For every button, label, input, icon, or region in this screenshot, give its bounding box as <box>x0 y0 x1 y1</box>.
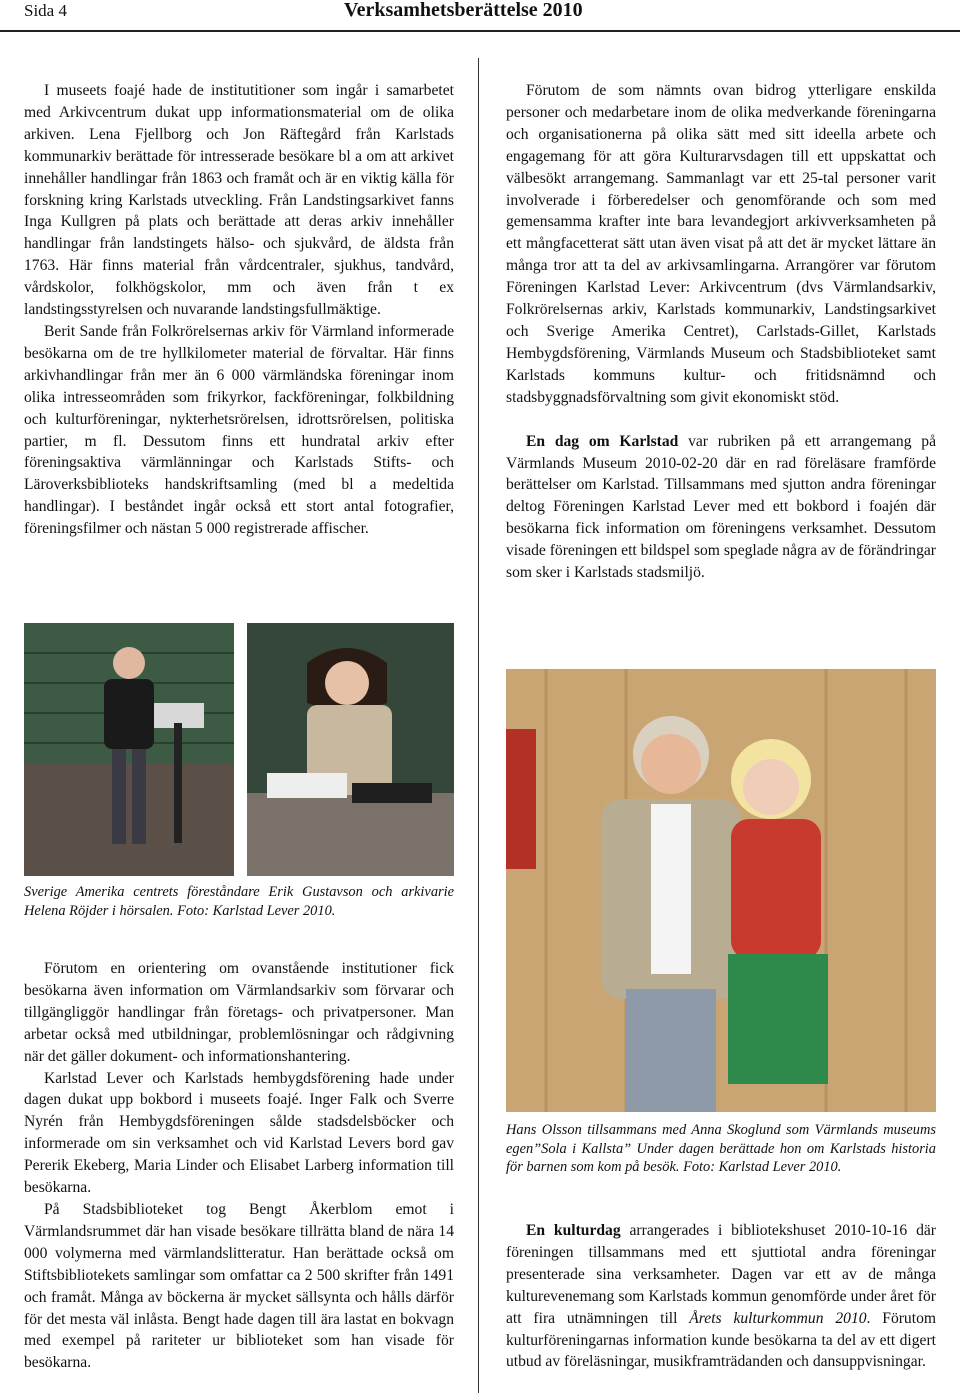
left-top-text <box>24 80 454 540</box>
en-dag-text: var rubriken på ett arrangemang på Värmlands Museum 2010-02-20 där en rad föreläsare framförde berättelser om Karlstad. Tillsammans med sjutton andra föreningar deltog Föreningen Karlstad Lever med ett bokbord i foajén där besökarna fick information om föreningens verksamhet. Dessutom visade föreningen ett bildspel som speglade några av de förändringar som sker i Karlstads stadsmiljö. <box>506 432 936 582</box>
paragraph-varmlandsarkiv: Förutom en orientering om ovanstående institutioner fick besökarna även information om Värmlandsarkiv som förvarar och tillgängliggör handlingar från företags- och privatpersoner. Man arbetar också med utbildningar, problemlösningar och rådgivning när det gäller dokument- och informationshantering. <box>24 960 454 1065</box>
photo-helena-rojder <box>247 623 454 876</box>
lead-en-kulturdag: En kulturdag <box>526 1222 621 1239</box>
paragraph-en-kulturdag <box>506 1220 936 1373</box>
page-number: Sida 4 <box>24 1 67 20</box>
paragraph-museum-foyer: I museets foajé hade de institutitioner som ingår i samarbetet med Arkivcentrum dukat upp informationsmaterial om de olika arkiven. Lena Fjellborg och Jon Räftegård från Karlstads kommunarkiv berättade för intresserade besökare bl a om att arkivet innehåller handlingar från 1863 och framåt och är en viktig källa för forskning kring Karlstads utveckling. Från Landstingsarkivet fanns Inga Kullgren på plats och berättade att deras arkiv innehåller handlingar från landstingets hälso- och sjukvård, de äldsta från 1763. Här finns material från vårdcentraler, sjukhus, tandvård, vårdskolor, folkhögskolor, mm och även från t ex landstingsstyrelsen och nuvarande landstingsfullmäktige. <box>24 82 454 319</box>
left-photo-caption: Sverige Amerika centrets föreståndare Erik Gustavson och arkivarie Helena Röjder i hörsalen. Foto: Karlstad Lever 2010. <box>24 884 454 919</box>
right-top-text <box>506 80 936 584</box>
photo-erik-gustavson <box>24 623 234 876</box>
paragraph-kulturarvsdagen: Förutom de som nämnts ovan bidrog ytterligare enskilda personer och medarbetare inom de olika medverkande föreningarna och organisationerna på olika sätt med sitt ideella arbete och engagemang för att göra Kulturarvsdagen till ett uppskattat och välbesökt arrangemang. Sammanlagt var ett 25-tal personer varit involverade i förberedelser och genomförande och som med gemensamma krafter inte bara levandegjort arkivverksamheten på ett mångfacetterat sätt utan även visat på att det är mycket lättare än många tror att ta del av arkivsamlingarna. Arrangörer var förutom Föreningen Karlstad Lever: Arkivcentrum (dvs Värmlandsarkiv, Folkrörelsernas arkiv, Karlstads kommunarkiv, Landstingsarkivet och Sverige Amerika Centret), Carlstads-Gillet, Karlstads Hembygdsförening, Värmlands Museum och Stadsbiblioteket samt Karlstads kommuns kultur- och fritidsnämnd och stadsbyggnadsförvaltning som givit ekonomiskt stöd. <box>506 82 936 406</box>
paragraph-stadsbiblioteket: På Stadsbiblioteket tog Bengt Åkerblom emot i Värmlandsrummet där han visade besökare tillrätta bland de nära 14 000 volymerna med värmlandslitteratur. Han berättade också om Stiftsbibliotekets samlingar som omfattar ca 2 500 skrifter från 1491 och framåt. Många av böckerna är mycket sällsynta och hålls därför för det mesta väl inlåsta. Bengt hade dagen till ära lastat en bokvagn med exempel på rariteter ur biblioteket som han visade för besökarna. <box>24 1200 454 1372</box>
column-divider <box>478 58 479 1393</box>
arets-kulturkommun: Årets kulturkommun 2010 <box>689 1309 867 1327</box>
kulturdag-text-b: . Förutom kulturföreningarnas information kunde besökarna ta del av ett digert utbud av föreläsningar, musikframträdanden och dansuppvisningar. <box>506 1309 936 1371</box>
kulturdag-text-a: arrangerades i bibliotekshuset 2010-10-16 där föreningen tillsammans med ett sjuttiotal andra föreningar presenterade sina verksamheter. Dagen var ett av de många kulturevenemang som Karlstads kommun genomförde under året för att fira utnämningen till <box>506 1222 936 1327</box>
right-bottom-text <box>506 1220 936 1373</box>
paragraph-en-dag-om-karlstad <box>506 431 936 584</box>
left-bottom-text <box>24 958 454 1374</box>
document-title: Verksamhetsberättelse 2010 <box>344 0 583 21</box>
paragraph-hembygdsforening: Karlstad Lever och Karlstads hembygdsförening hade under dagen dukat upp bokbord i museets foajé. Inger Falk och Sverre Nyrén från Hembygdsföreningen sålde stadsdelsböcker och informerade om sin verksamhet och vid Karlstad Levers bord gav Pererik Ekeberg, Maria Linder och Elisabet Larberg information till besökarna. <box>24 1069 454 1197</box>
right-photo-caption: Hans Olsson tillsammans med Anna Skoglund som Värmlands museums egen”Sola i Kallsta” Under dagen berättade hon om Karlstads historia för barnen som kom på besök. Foto: Karlstad Lever 2010. <box>506 1122 936 1175</box>
paragraph-folkrorelsernas-arkiv: Berit Sande från Folkrörelsernas arkiv för Värmland informerade besökarna om de tre hyllkilometer material de förvaltar. Här finns arkivhandlingar från mer än 6 000 värmländska föreningar inom olika intresseområden som frikyrkor, fackföreningar, folkbildning och kulturföreningar, nykterhetsrörelsen, idrottsrörelsen, politiska partier, m fl. Dessutom finns ett hundratal arkiv efter föreningsaktiva värmlänningar och Karlstads Stifts- och Läroverksbiblioteks handskriftsamling (med bl a medeltida handlingar). I beståndet ingår också ett stort antal fotografier, föreningsfilmer och nästan 5 000 registrerade affischer. <box>24 322 454 538</box>
photo-hans-olsson-anna-skoglund <box>506 669 936 1112</box>
header-rule <box>0 30 960 32</box>
lead-en-dag-om-karlstad: En dag om Karlstad <box>526 432 679 450</box>
